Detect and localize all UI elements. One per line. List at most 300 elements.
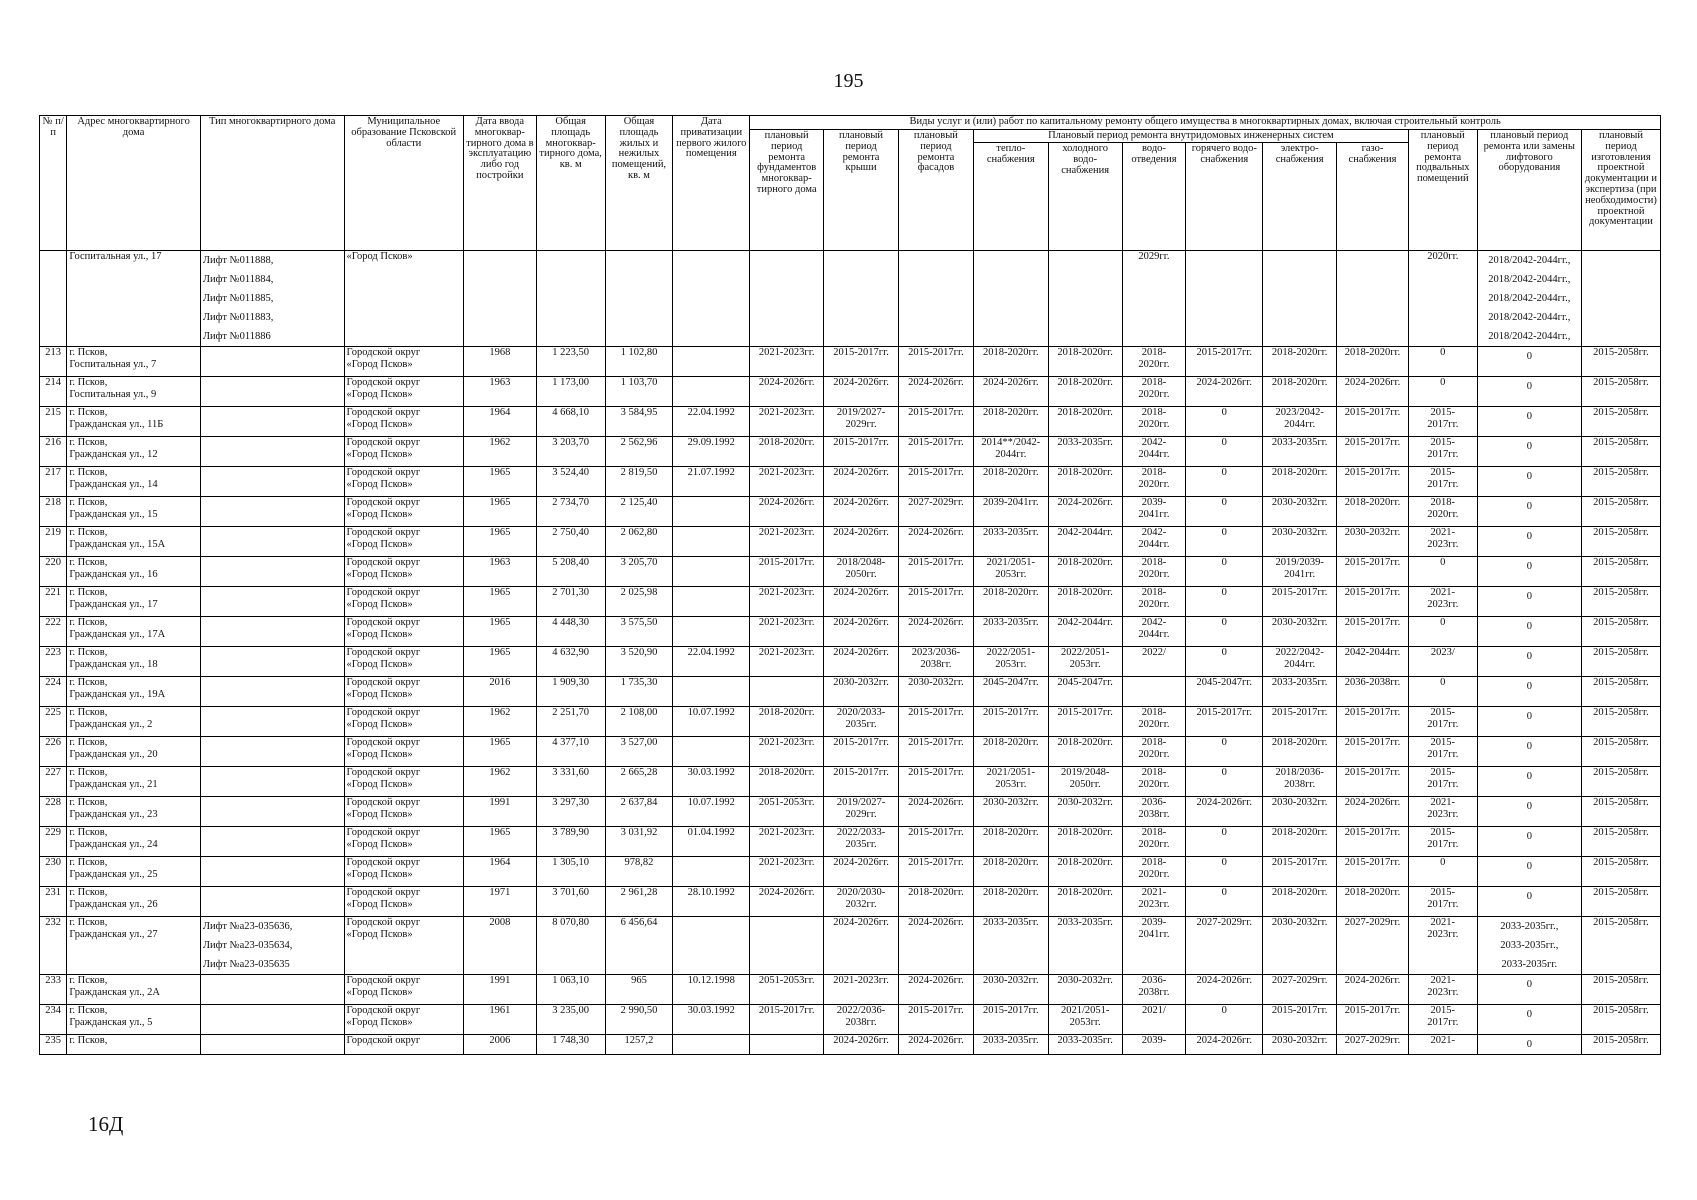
cell-year: 1971 (463, 887, 536, 917)
header-num: № п/п (40, 116, 67, 251)
table-row (40, 347, 1661, 377)
cell-living-area (605, 251, 673, 347)
cell-year: 1965 (463, 527, 536, 557)
cell-heat: 2018-2020гг. (973, 407, 1048, 437)
cell-drainage: 2021/ (1122, 1005, 1186, 1035)
cell-basement: 0 (1408, 347, 1477, 377)
cell-municipality: Городской округ «Город Псков» (344, 467, 463, 497)
cell-type (200, 1005, 344, 1035)
cell-facade: 2015-2017гг. (898, 857, 973, 887)
cell-num: 222 (40, 617, 67, 647)
cell-num: 228 (40, 797, 67, 827)
cell-hot-water: 2027-2029гг. (1186, 917, 1263, 975)
cell-foundation: 2015-2017гг. (750, 557, 824, 587)
cell-gas: 2024-2026гг. (1337, 975, 1409, 1005)
cell-gas: 2015-2017гг. (1337, 617, 1409, 647)
cell-type (200, 377, 344, 407)
cell-facade: 2024-2026гг. (898, 377, 973, 407)
header-municipality: Муниципальное образование Псковской области (344, 116, 463, 251)
cell-foundation: 2024-2026гг. (750, 497, 824, 527)
cell-total-area (536, 251, 605, 347)
cell-year: 2016 (463, 677, 536, 707)
header-facade: плановый период ремонта фасадов (898, 130, 973, 251)
cell-basement: 2020гг. (1408, 251, 1477, 347)
cell-basement: 2023/ (1408, 647, 1477, 677)
table-row (40, 857, 1661, 887)
cell-foundation: 2021-2023гг. (750, 737, 824, 767)
cell-year: 1964 (463, 857, 536, 887)
cell-municipality: Городской округ «Город Псков» (344, 677, 463, 707)
cell-living-area: 965 (605, 975, 673, 1005)
cell-year: 1962 (463, 707, 536, 737)
cell-hot-water: 0 (1186, 1005, 1263, 1035)
cell-cold-water: 2030-2032гг. (1048, 975, 1122, 1005)
cell-gas: 2027-2029гг. (1337, 1035, 1409, 1055)
cell-gas: 2015-2017гг. (1337, 737, 1409, 767)
cell-type (200, 527, 344, 557)
cell-design: 2015-2058гг. (1581, 707, 1660, 737)
cell-num: 229 (40, 827, 67, 857)
cell-roof: 2030-2032гг. (824, 677, 899, 707)
cell-elevator: 0 (1477, 797, 1581, 827)
cell-type (200, 437, 344, 467)
cell-foundation: 2021-2023гг. (750, 467, 824, 497)
cell-type: Лифт №а23-035636, Лифт №а23-035634, Лифт №а23-035635 (200, 917, 344, 975)
cell-hot-water: 0 (1186, 617, 1263, 647)
cell-privatization: 22.04.1992 (673, 407, 750, 437)
cell-year: 1965 (463, 467, 536, 497)
cell-hot-water: 0 (1186, 857, 1263, 887)
cell-facade: 2015-2017гг. (898, 467, 973, 497)
cell-year: 1968 (463, 347, 536, 377)
cell-electric: 2033-2035гг. (1263, 677, 1337, 707)
cell-num: 223 (40, 647, 67, 677)
cell-living-area: 2 665,28 (605, 767, 673, 797)
cell-living-area: 3 520,90 (605, 647, 673, 677)
cell-roof: 2024-2026гг. (824, 617, 899, 647)
cell-heat: 2045-2047гг. (973, 677, 1048, 707)
cell-address: г. Псков, Гражданская ул., 25 (67, 857, 201, 887)
cell-municipality: Городской округ «Город Псков» (344, 1005, 463, 1035)
cell-heat: 2039-2041гг. (973, 497, 1048, 527)
cell-heat: 2030-2032гг. (973, 797, 1048, 827)
cell-municipality: Городской округ «Город Псков» (344, 975, 463, 1005)
cell-hot-water: 0 (1186, 647, 1263, 677)
cell-cold-water: 2033-2035гг. (1048, 1035, 1122, 1055)
cell-total-area: 1 063,10 (536, 975, 605, 1005)
cell-type (200, 975, 344, 1005)
cell-foundation: 2021-2023гг. (750, 617, 824, 647)
cell-foundation: 2018-2020гг. (750, 767, 824, 797)
cell-hot-water: 0 (1186, 437, 1263, 467)
cell-heat: 2021/2051- 2053гг. (973, 767, 1048, 797)
cell-facade: 2015-2017гг. (898, 737, 973, 767)
cell-facade: 2015-2017гг. (898, 707, 973, 737)
cell-electric: 2018/2036- 2038гг. (1263, 767, 1337, 797)
cell-municipality: Городской округ «Город Псков» (344, 887, 463, 917)
cell-cold-water: 2018-2020гг. (1048, 407, 1122, 437)
cell-cold-water: 2042-2044гг. (1048, 617, 1122, 647)
cell-electric: 2030-2032гг. (1263, 917, 1337, 975)
cell-roof: 2015-2017гг. (824, 437, 899, 467)
cell-cold-water: 2022/2051- 2053гг. (1048, 647, 1122, 677)
cell-total-area: 3 203,70 (536, 437, 605, 467)
cell-privatization (673, 377, 750, 407)
cell-elevator: 0 (1477, 407, 1581, 437)
cell-living-area: 2 819,50 (605, 467, 673, 497)
table-row (40, 647, 1661, 677)
header-design: плановый период изготовления проектной документации и экспертиза (при необходимости) проектной документации (1581, 130, 1660, 251)
table-row (40, 617, 1661, 647)
cell-basement: 2015- 2017гг. (1408, 737, 1477, 767)
cell-roof: 2024-2026гг. (824, 857, 899, 887)
cell-living-area: 1 735,30 (605, 677, 673, 707)
cell-elevator: 2033-2035гг., 2033-2035гг., 2033-2035гг. (1477, 917, 1581, 975)
cell-drainage: 2036- 2038гг. (1122, 797, 1186, 827)
cell-living-area: 2 990,50 (605, 1005, 673, 1035)
cell-drainage: 2039- 2041гг. (1122, 497, 1186, 527)
table-row (40, 767, 1661, 797)
cell-gas: 2015-2017гг. (1337, 587, 1409, 617)
cell-electric: 2030-2032гг. (1263, 797, 1337, 827)
cell-privatization (673, 557, 750, 587)
cell-basement: 2018- 2020гг. (1408, 497, 1477, 527)
cell-privatization: 10.07.1992 (673, 797, 750, 827)
cell-electric: 2015-2017гг. (1263, 587, 1337, 617)
cell-gas: 2015-2017гг. (1337, 767, 1409, 797)
cell-type (200, 407, 344, 437)
cell-drainage: 2042- 2044гг. (1122, 527, 1186, 557)
cell-elevator: 0 (1477, 1005, 1581, 1035)
cell-elevator: 0 (1477, 647, 1581, 677)
cell-cold-water: 2042-2044гг. (1048, 527, 1122, 557)
header-privatization: Дата приватизации первого жилого помещения (673, 116, 750, 251)
cell-cold-water: 2021/2051- 2053гг. (1048, 1005, 1122, 1035)
cell-type (200, 887, 344, 917)
cell-municipality: Городской округ «Город Псков» (344, 497, 463, 527)
table-row (40, 527, 1661, 557)
cell-heat: 2018-2020гг. (973, 347, 1048, 377)
cell-elevator: 0 (1477, 587, 1581, 617)
cell-num: 227 (40, 767, 67, 797)
cell-foundation: 2021-2023гг. (750, 527, 824, 557)
cell-address: г. Псков, Гражданская ул., 27 (67, 917, 201, 975)
cell-total-area: 2 734,70 (536, 497, 605, 527)
table-row (40, 497, 1661, 527)
cell-heat: 2018-2020гг. (973, 737, 1048, 767)
cell-design: 2015-2058гг. (1581, 1035, 1660, 1055)
cell-heat: 2015-2017гг. (973, 707, 1048, 737)
cell-roof: 2024-2026гг. (824, 1035, 899, 1055)
cell-privatization: 29.09.1992 (673, 437, 750, 467)
cell-hot-water: 2024-2026гг. (1186, 797, 1263, 827)
cell-drainage: 2018- 2020гг. (1122, 587, 1186, 617)
cell-cold-water: 2033-2035гг. (1048, 917, 1122, 975)
header-heat: тепло-снабжения (973, 143, 1048, 251)
cell-electric: 2018-2020гг. (1263, 827, 1337, 857)
cell-electric: 2030-2032гг. (1263, 527, 1337, 557)
cell-hot-water: 0 (1186, 407, 1263, 437)
cell-municipality: Городской округ «Город Псков» (344, 437, 463, 467)
cell-municipality: Городской округ «Город Псков» (344, 377, 463, 407)
cell-address: г. Псков, Гражданская ул., 23 (67, 797, 201, 827)
cell-foundation: 2024-2026гг. (750, 377, 824, 407)
cell-gas: 2018-2020гг. (1337, 347, 1409, 377)
cell-type (200, 827, 344, 857)
cell-elevator: 0 (1477, 1035, 1581, 1055)
cell-roof: 2022/2033- 2035гг. (824, 827, 899, 857)
cell-design: 2015-2058гг. (1581, 437, 1660, 467)
cell-privatization: 30.03.1992 (673, 1005, 750, 1035)
cell-privatization (673, 587, 750, 617)
cell-gas: 2024-2026гг. (1337, 797, 1409, 827)
cell-total-area: 3 297,30 (536, 797, 605, 827)
cell-total-area: 1 173,00 (536, 377, 605, 407)
cell-heat: 2033-2035гг. (973, 617, 1048, 647)
cell-type (200, 557, 344, 587)
cell-elevator: 0 (1477, 557, 1581, 587)
cell-type (200, 767, 344, 797)
cell-roof: 2015-2017гг. (824, 347, 899, 377)
cell-num (40, 251, 67, 347)
cell-drainage: 2042- 2044гг. (1122, 617, 1186, 647)
cell-gas: 2015-2017гг. (1337, 827, 1409, 857)
cell-num: 230 (40, 857, 67, 887)
cell-heat: 2015-2017гг. (973, 1005, 1048, 1035)
cell-foundation: 2018-2020гг. (750, 437, 824, 467)
cell-total-area: 1 223,50 (536, 347, 605, 377)
cell-foundation (750, 917, 824, 975)
cell-year: 2008 (463, 917, 536, 975)
cell-design: 2015-2058гг. (1581, 975, 1660, 1005)
cell-year: 1965 (463, 497, 536, 527)
cell-basement: 2021- 2023гг. (1408, 587, 1477, 617)
cell-municipality: «Город Псков» (344, 251, 463, 347)
cell-electric: 2015-2017гг. (1263, 707, 1337, 737)
cell-hot-water: 2024-2026гг. (1186, 975, 1263, 1005)
cell-cold-water: 2018-2020гг. (1048, 827, 1122, 857)
cell-num: 219 (40, 527, 67, 557)
table-row (40, 677, 1661, 707)
cell-address: г. Псков, Гражданская ул., 26 (67, 887, 201, 917)
cell-foundation: 2051-2053гг. (750, 975, 824, 1005)
cell-drainage: 2018- 2020гг. (1122, 767, 1186, 797)
cell-facade: 2015-2017гг. (898, 1005, 973, 1035)
cell-hot-water: 0 (1186, 587, 1263, 617)
cell-drainage: 2018- 2020гг. (1122, 827, 1186, 857)
cell-address: г. Псков, Госпитальная ул., 9 (67, 377, 201, 407)
cell-heat (973, 251, 1048, 347)
cell-facade (898, 251, 973, 347)
cell-electric: 2018-2020гг. (1263, 737, 1337, 767)
cell-living-area: 3 527,00 (605, 737, 673, 767)
cell-municipality: Городской округ «Город Псков» (344, 827, 463, 857)
cell-foundation: 2018-2020гг. (750, 707, 824, 737)
cell-municipality: Городской округ «Город Псков» (344, 737, 463, 767)
cell-total-area: 8 070,80 (536, 917, 605, 975)
cell-foundation (750, 677, 824, 707)
cell-heat: 2033-2035гг. (973, 527, 1048, 557)
cell-year: 1962 (463, 767, 536, 797)
table-body (40, 251, 1661, 1055)
cell-drainage: 2018- 2020гг. (1122, 347, 1186, 377)
cell-electric: 2019/2039- 2041гг. (1263, 557, 1337, 587)
cell-address: г. Псков, (67, 1035, 201, 1055)
cell-total-area: 2 750,40 (536, 527, 605, 557)
cell-basement: 0 (1408, 557, 1477, 587)
cell-hot-water: 0 (1186, 767, 1263, 797)
cell-address: г. Псков, Гражданская ул., 20 (67, 737, 201, 767)
cell-gas: 2024-2026гг. (1337, 377, 1409, 407)
header-drainage: водо-отведения (1122, 143, 1186, 251)
cell-cold-water: 2033-2035гг. (1048, 437, 1122, 467)
cell-foundation: 2024-2026гг. (750, 887, 824, 917)
cell-electric: 2018-2020гг. (1263, 887, 1337, 917)
cell-type (200, 617, 344, 647)
cell-address: г. Псков, Гражданская ул., 5 (67, 1005, 201, 1035)
header-hot-water: горячего водо-снабжения (1186, 143, 1263, 251)
cell-hot-water: 0 (1186, 527, 1263, 557)
cell-design: 2015-2058гг. (1581, 497, 1660, 527)
cell-total-area: 4 632,90 (536, 647, 605, 677)
cell-elevator: 0 (1477, 857, 1581, 887)
cell-roof: 2019/2027- 2029гг. (824, 797, 899, 827)
footer-mark: 16Д (88, 1112, 124, 1136)
cell-total-area: 4 668,10 (536, 407, 605, 437)
cell-num: 214 (40, 377, 67, 407)
cell-design: 2015-2058гг. (1581, 467, 1660, 497)
cell-heat: 2030-2032гг. (973, 975, 1048, 1005)
cell-elevator: 0 (1477, 437, 1581, 467)
cell-drainage: 2018- 2020гг. (1122, 467, 1186, 497)
cell-design: 2015-2058гг. (1581, 737, 1660, 767)
cell-elevator: 0 (1477, 497, 1581, 527)
cell-design: 2015-2058гг. (1581, 647, 1660, 677)
cell-num: 216 (40, 437, 67, 467)
cell-roof: 2024-2026гг. (824, 917, 899, 975)
header-total-area: Общая площадь многоквар-тирного дома, кв. м (536, 116, 605, 251)
cell-electric: 2030-2032гг. (1263, 617, 1337, 647)
cell-privatization (673, 857, 750, 887)
cell-basement: 2021- 2023гг. (1408, 527, 1477, 557)
header-living-area: Общая площадь жилых и нежилых помещений, кв. м (605, 116, 673, 251)
table-row (40, 797, 1661, 827)
cell-type (200, 497, 344, 527)
header-year: Дата ввода многоквар-тирного дома в эксплуатацию либо год постройки (463, 116, 536, 251)
cell-elevator: 2018/2042-2044гг., 2018/2042-2044гг., 2018/2042-2044гг., 2018/2042-2044гг., 2018/2042-2044гг., (1477, 251, 1581, 347)
cell-municipality: Городской округ «Город Псков» (344, 797, 463, 827)
cell-heat: 2033-2035гг. (973, 917, 1048, 975)
cell-hot-water: 0 (1186, 497, 1263, 527)
cell-gas: 2015-2017гг. (1337, 467, 1409, 497)
cell-design: 2015-2058гг. (1581, 347, 1660, 377)
cell-cold-water: 2018-2020гг. (1048, 467, 1122, 497)
cell-hot-water: 0 (1186, 557, 1263, 587)
cell-year: 1965 (463, 737, 536, 767)
cell-total-area: 2 701,30 (536, 587, 605, 617)
cell-address: г. Псков, Гражданская ул., 2А (67, 975, 201, 1005)
cell-year: 1961 (463, 1005, 536, 1035)
cell-cold-water: 2045-2047гг. (1048, 677, 1122, 707)
cell-address: г. Псков, Гражданская ул., 15А (67, 527, 201, 557)
cell-roof: 2024-2026гг. (824, 467, 899, 497)
cell-gas: 2015-2017гг. (1337, 407, 1409, 437)
cell-electric: 2027-2029гг. (1263, 975, 1337, 1005)
cell-drainage: 2018- 2020гг. (1122, 737, 1186, 767)
cell-living-area: 1 102,80 (605, 347, 673, 377)
cell-privatization: 21.07.1992 (673, 467, 750, 497)
cell-facade: 2015-2017гг. (898, 557, 973, 587)
cell-facade: 2024-2026гг. (898, 975, 973, 1005)
cell-heat: 2018-2020гг. (973, 587, 1048, 617)
cell-type (200, 587, 344, 617)
cell-basement: 0 (1408, 377, 1477, 407)
cell-type (200, 467, 344, 497)
cell-privatization (673, 1035, 750, 1055)
cell-facade: 2030-2032гг. (898, 677, 973, 707)
cell-foundation: 2021-2023гг. (750, 407, 824, 437)
cell-drainage: 2036- 2038гг. (1122, 975, 1186, 1005)
cell-facade: 2024-2026гг. (898, 527, 973, 557)
cell-roof: 2022/2036- 2038гг. (824, 1005, 899, 1035)
cell-gas: 2030-2032гг. (1337, 527, 1409, 557)
cell-hot-water: 0 (1186, 827, 1263, 857)
cell-address: г. Псков, Гражданская ул., 15 (67, 497, 201, 527)
cell-year: 1965 (463, 647, 536, 677)
cell-privatization (673, 251, 750, 347)
cell-heat: 2021/2051- 2053гг. (973, 557, 1048, 587)
table-row (40, 377, 1661, 407)
cell-roof (824, 251, 899, 347)
cell-type (200, 1035, 344, 1055)
cell-foundation: 2021-2023гг. (750, 347, 824, 377)
cell-address: Госпитальная ул., 17 (67, 251, 201, 347)
cell-heat: 2014**/2042- 2044гг. (973, 437, 1048, 467)
cell-total-area: 3 524,40 (536, 467, 605, 497)
cell-privatization (673, 497, 750, 527)
cell-municipality: Городской округ «Город Псков» (344, 587, 463, 617)
cell-facade: 2015-2017гг. (898, 767, 973, 797)
cell-privatization: 10.07.1992 (673, 707, 750, 737)
cell-living-area: 1 103,70 (605, 377, 673, 407)
cell-drainage: 2042- 2044гг. (1122, 437, 1186, 467)
cell-roof: 2020/2033- 2035гг. (824, 707, 899, 737)
table-row (40, 827, 1661, 857)
cell-privatization: 01.04.1992 (673, 827, 750, 857)
cell-electric: 2022/2042- 2044гг. (1263, 647, 1337, 677)
cell-privatization (673, 737, 750, 767)
cell-cold-water: 2015-2017гг. (1048, 707, 1122, 737)
cell-cold-water: 2018-2020гг. (1048, 857, 1122, 887)
cell-design: 2015-2058гг. (1581, 917, 1660, 975)
cell-cold-water: 2018-2020гг. (1048, 737, 1122, 767)
cell-privatization: 30.03.1992 (673, 767, 750, 797)
cell-cold-water: 2019/2048- 2050гг. (1048, 767, 1122, 797)
cell-total-area: 3 331,60 (536, 767, 605, 797)
cell-living-area: 1257,2 (605, 1035, 673, 1055)
cell-year: 2006 (463, 1035, 536, 1055)
cell-num: 224 (40, 677, 67, 707)
cell-elevator: 0 (1477, 975, 1581, 1005)
header-address: Адрес многоквартирного дома (67, 116, 201, 251)
cell-address: г. Псков, Гражданская ул., 18 (67, 647, 201, 677)
cell-type (200, 857, 344, 887)
cell-year: 1991 (463, 975, 536, 1005)
cell-design: 2015-2058гг. (1581, 1005, 1660, 1035)
cell-privatization (673, 347, 750, 377)
cell-year: 1962 (463, 437, 536, 467)
cell-address: г. Псков, Госпитальная ул., 7 (67, 347, 201, 377)
